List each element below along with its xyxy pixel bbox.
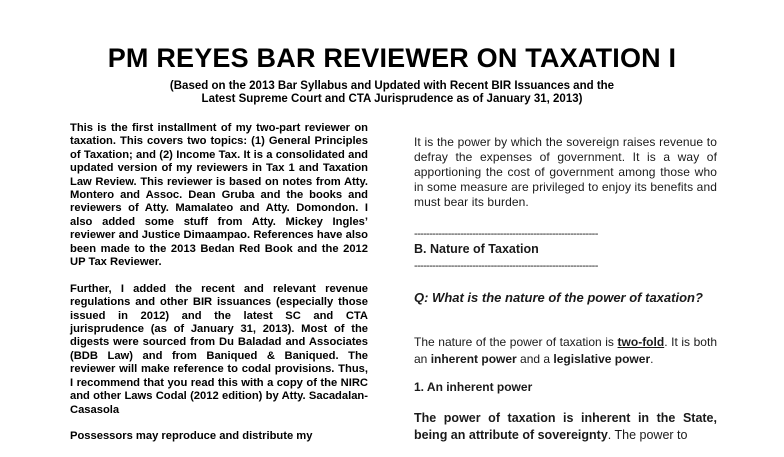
inherent-rest-text: . The power to [607,428,688,442]
subtitle-line-1: (Based on the 2013 Bar Syllabus and Updated with Recent BIR Issuances and the [169,80,615,92]
document-title: PM REYES BAR REVIEWER ON TAXATION I [107,43,677,73]
updates-paragraph: Further, I added the recent and relevant revenue regulations and other BIR issuances (especially those issued in 2012) and the latest SC and CTA jurisprudence (as of January 31, 2013). Most of the digests were sourced from Du Baladad and Associates (BDB Law) and from Baniqued & Baniqued. The reviewer will make reference to codal provisions. Thus, I recommend that you read this with a copy of the NIRC and other Laws Codal (2012 edition) by Atty. Sacadalan-Casasola [70,282,368,416]
nature-text-4: . [650,352,654,366]
subheading-inherent-power: 1. An inherent power [414,380,533,394]
legislative-power-term: legislative power [553,352,651,366]
nature-text-1: The nature of the power of taxation is [414,335,618,349]
document-subtitle [0,80,784,106]
nature-text-3: and a [516,352,554,366]
reproduction-paragraph: Possessors may reproduce and distribute my [70,430,313,443]
subtitle-line-2: Latest Supreme Court and CTA Jurisprudence as of January 31, 2013) [201,93,583,105]
divider-bottom: ------------------------------------------------------------ [414,260,598,272]
nature-paragraph [414,334,717,368]
inherent-paragraph [414,410,717,444]
right-column [414,135,717,442]
two-fold-term: two-fold [617,335,665,349]
intro-paragraph: This is the first installment of my two-part reviewer on taxation. This covers two topics: (1) General Principles of Taxation; and (2) Income Tax. It is a consolidated and updated version of my reviewers in Tax 1 and Taxation Law Review. This reviewer is based on notes from Atty. Montero and Assoc. Dean Gruba and the books and reviewers of Atty. Mamalateo and Atty. Domondon. I also added some stuff from Atty. Mickey Ingles’ reviewer and Justice Dimaampao. References have also been made to the 2013 Bedan Red Book and the 2012 UP Tax Reviewer. [70,122,368,269]
section-heading: B. Nature of Taxation [414,242,539,256]
nature-text-2: . It is both an [414,335,717,366]
taxation-definition: It is the power by which the sovereign raises revenue to defray the expenses of government. It is a way of apportioning the cost of government among those who in some measure are privileged to enjoy its benefits and must bear its burden. [414,135,717,209]
question-text: Q: What is the nature of the power of taxation? [414,290,703,305]
left-column [70,122,368,457]
inherent-bold-text: The power of taxation is inherent in the State, being an attribute of sovereignty [414,411,717,442]
divider-top: ------------------------------------------------------------ [414,228,598,240]
inherent-power-term: inherent power [430,352,517,366]
